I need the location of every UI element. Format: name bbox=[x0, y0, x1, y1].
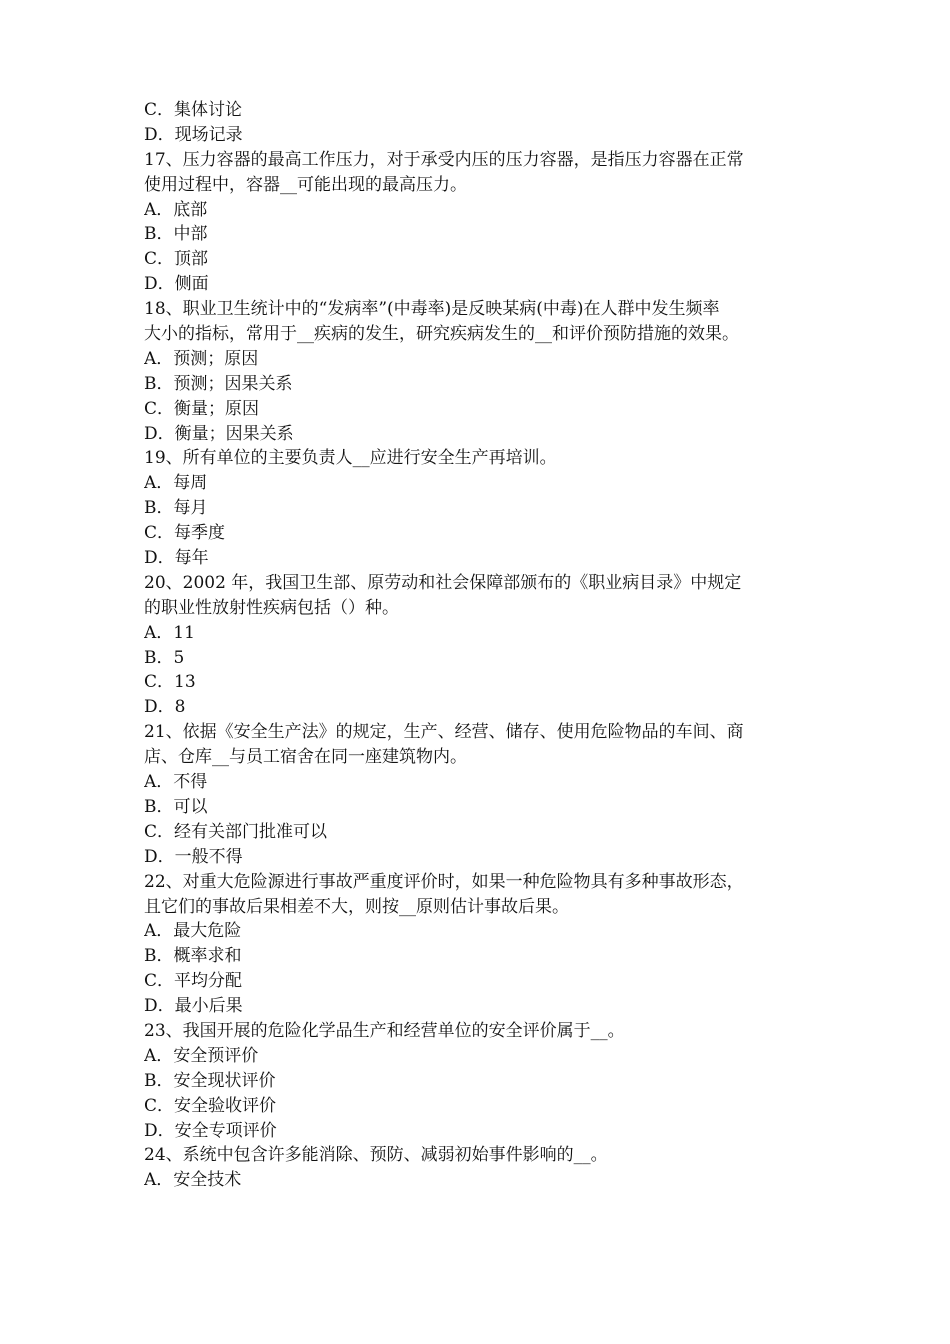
question-line: 20、2002 年，我国卫生部、原劳动和社会保障部颁布的《职业病目录》中规定 bbox=[144, 572, 742, 593]
option-line: A．安全技术 bbox=[144, 1170, 242, 1191]
option-line: D．衡量；因果关系 bbox=[144, 423, 294, 444]
option-line: B．中部 bbox=[144, 224, 208, 245]
option-line: A．不得 bbox=[144, 772, 208, 793]
option-line: A．每周 bbox=[144, 473, 208, 494]
option-line: C．集体讨论 bbox=[144, 100, 243, 120]
option-line: D．每年 bbox=[144, 548, 209, 569]
question-line: 21、依据《安全生产法》的规定，生产、经营、储存、使用危险物品的车间、商 bbox=[144, 722, 744, 743]
option-line: A．预测；原因 bbox=[144, 348, 259, 369]
option-line: D．安全专项评价 bbox=[144, 1120, 277, 1141]
option-line: B．概率求和 bbox=[144, 946, 242, 967]
option-line: C．衡量；原因 bbox=[144, 398, 260, 419]
option-line: A．11 bbox=[144, 622, 195, 643]
option-line: D．现场记录 bbox=[144, 124, 243, 145]
option-line: B．预测；因果关系 bbox=[144, 373, 293, 394]
question-line: 24、系统中包含许多能消除、预防、减弱初始事件影响的__。 bbox=[144, 1145, 608, 1166]
option-line: C．平均分配 bbox=[144, 971, 243, 992]
option-line: C．安全验收评价 bbox=[144, 1095, 277, 1116]
option-line: D．8 bbox=[144, 697, 186, 718]
option-line: A．底部 bbox=[144, 199, 208, 220]
option-line: A．最大危险 bbox=[144, 921, 242, 942]
question-line: 18、职业卫生统计中的“发病率”(中毒率)是反映某病(中毒)在人群中发生频率 bbox=[144, 299, 720, 320]
question-line: 大小的指标，常用于__疾病的发生，研究疾病发生的__和评价预防措施的效果。 bbox=[144, 324, 739, 345]
option-line: C．13 bbox=[144, 672, 196, 693]
option-line: D．最小后果 bbox=[144, 996, 243, 1017]
question-line: 使用过程中，容器__可能出现的最高压力。 bbox=[144, 174, 467, 195]
option-line: D．侧面 bbox=[144, 274, 209, 295]
option-line: B．5 bbox=[144, 647, 185, 668]
option-line: B．每月 bbox=[144, 498, 208, 519]
option-line: B．安全现状评价 bbox=[144, 1070, 276, 1091]
option-line: D．一般不得 bbox=[144, 846, 243, 867]
question-line: 23、我国开展的危险化学品生产和经营单位的安全评价属于__。 bbox=[144, 1020, 625, 1041]
option-line: C．每季度 bbox=[144, 523, 226, 544]
question-line: 19、所有单位的主要负责人__应进行安全生产再培训。 bbox=[144, 448, 557, 469]
question-line: 17、压力容器的最高工作压力，对于承受内压的压力容器，是指压力容器在正常 bbox=[144, 149, 744, 170]
question-line: 22、对重大危险源进行事故严重度评价时，如果一种危险物具有多种事故形态， bbox=[144, 871, 744, 892]
question-line: 店、仓库__与员工宿舍在同一座建筑物内。 bbox=[144, 747, 467, 768]
question-list bbox=[144, 98, 816, 1193]
question-line: 的职业性放射性疾病包括（）种。 bbox=[144, 597, 399, 618]
option-line: B．可以 bbox=[144, 796, 208, 817]
option-line: C．顶部 bbox=[144, 249, 209, 270]
question-line: 且它们的事故后果相差不大，则按__原则估计事故后果。 bbox=[144, 896, 569, 917]
option-line: C．经有关部门批准可以 bbox=[144, 821, 328, 842]
option-line: A．安全预评价 bbox=[144, 1045, 259, 1066]
